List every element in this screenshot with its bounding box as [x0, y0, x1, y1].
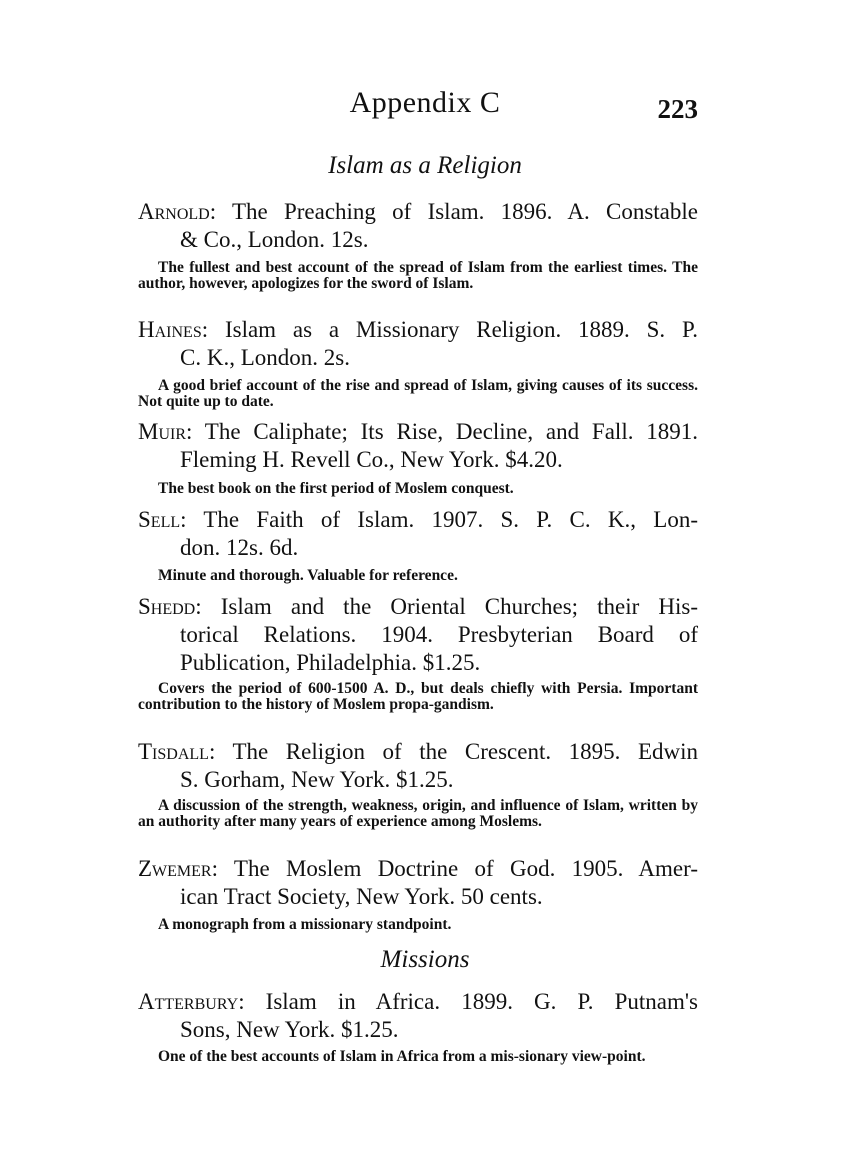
author-name: Haines [138, 317, 202, 342]
citation-line: S. Gorham, New York. $1.25. [180, 767, 454, 792]
author-name: Muir [138, 419, 187, 444]
entry-note: One of the best accounts of Islam in Africa from a mis-sionary view-point. [158, 1048, 646, 1065]
page-title: Appendix C [349, 86, 501, 119]
author-name: Shedd [138, 594, 196, 619]
page-number: 223 [657, 94, 698, 124]
citation-line: & Co., London. 12s. [180, 227, 369, 252]
citation-text: : The Faith of Islam. 1907. S. P. C. K., Lon- [180, 507, 698, 532]
running-head [0, 86, 850, 136]
citation-line: torical Relations. 1904. Presbyterian Board of [180, 622, 698, 647]
citation-line: don. 12s. 6d. [180, 535, 299, 560]
citation-text: : Islam and the Oriental Churches; their His- [195, 594, 698, 619]
citation-line [138, 593, 698, 621]
entry-note: A good brief account of the rise and spread of Islam, giving causes of its success. Not quite up to date. [138, 377, 698, 410]
citation-text: : Islam in Africa. 1899. G. P. Putnam's [238, 989, 698, 1014]
citation-line [138, 855, 698, 883]
entry-note: Minute and thorough. Valuable for reference. [158, 567, 458, 584]
section-heading: Islam as a Religion [328, 152, 522, 179]
citation-text: : The Caliphate; Its Rise, Decline, and Fall. 1891. [186, 419, 698, 444]
author-name: Sell [138, 507, 181, 532]
author-name: Atterbury [138, 989, 239, 1014]
citation-line [138, 738, 698, 766]
entry-citation [138, 418, 698, 474]
citation-line: Publication, Philadelphia. $1.25. [180, 650, 481, 675]
author-name: Zwemer [138, 856, 212, 881]
entry-citation [138, 198, 698, 254]
citation-line: Fleming H. Revell Co., New York. $4.20. [180, 447, 563, 472]
author-name: Tisdall [138, 739, 209, 764]
entry-citation [138, 316, 698, 372]
citation-line [138, 198, 698, 226]
citation-text: : The Religion of the Crescent. 1895. Edwin [208, 739, 698, 764]
citation-line: ican Tract Society, New York. 50 cents. [180, 884, 543, 909]
entry-citation [138, 855, 698, 911]
citation-line: Sons, New York. $1.25. [180, 1017, 399, 1042]
entry-note: The fullest and best account of the spread of Islam from the earliest times. The author, however, apologizes for the sword of Islam. [138, 259, 698, 292]
entry-citation [138, 738, 698, 794]
entry-citation [138, 593, 698, 677]
entry-note: The best book on the first period of Moslem conquest. [158, 480, 514, 497]
citation-line [138, 418, 698, 446]
citation-text: : The Moslem Doctrine of God. 1905. Amer- [211, 856, 698, 881]
citation-line [138, 506, 698, 534]
entry-note: A discussion of the strength, weakness, origin, and influence of Islam, written by an authority after many years of experience among Moslems. [138, 797, 698, 830]
citation-line [138, 316, 698, 344]
citation-text: : Islam as a Missionary Religion. 1889. S. P. [201, 317, 698, 342]
section-heading: Missions [380, 946, 470, 973]
entry-note: Covers the period of 600-1500 A. D., but deals chiefly with Persia. Important contribution to the history of Moslem propa-gandism. [138, 680, 698, 713]
entry-citation [138, 506, 698, 562]
entry-note: A monograph from a missionary standpoint. [158, 916, 452, 933]
citation-line: C. K., London. 2s. [180, 345, 350, 370]
author-name: Arnold [138, 199, 210, 224]
citation-text: : The Preaching of Islam. 1896. A. Constable [209, 199, 698, 224]
citation-line [138, 988, 698, 1016]
entry-citation [138, 988, 698, 1044]
